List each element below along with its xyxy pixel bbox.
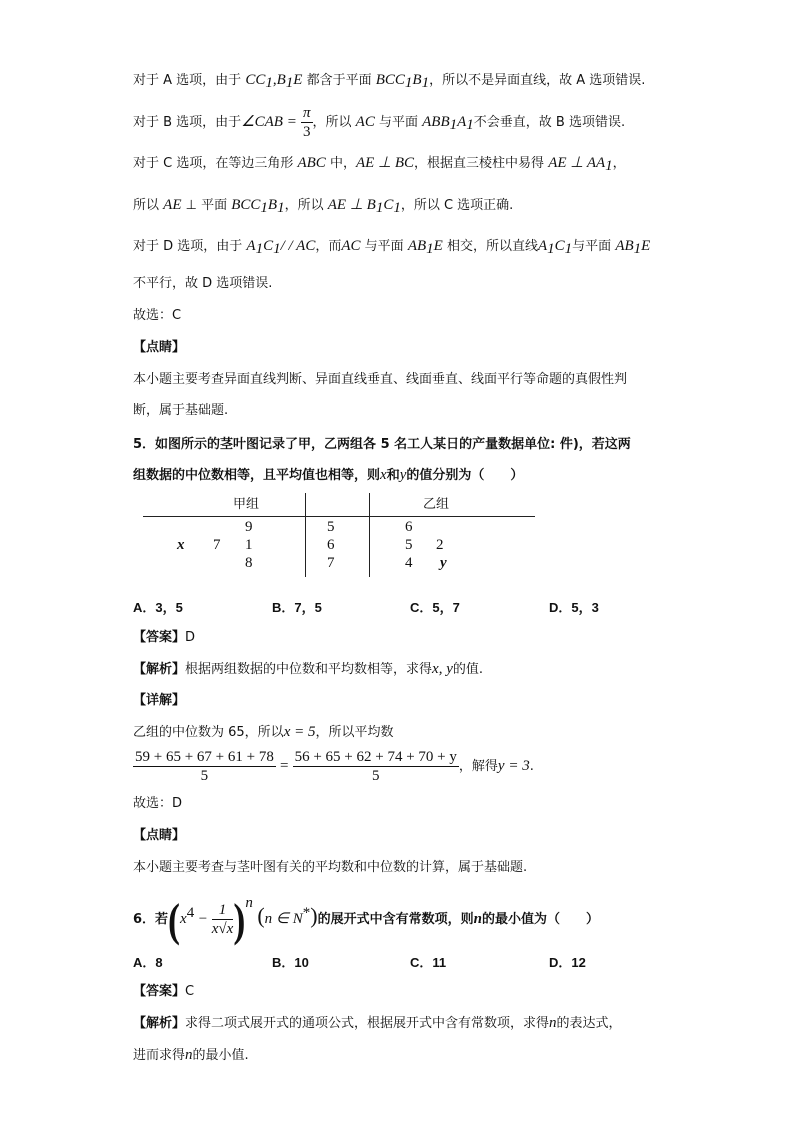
q5-option-b[interactable]: B．7，5 <box>272 600 322 615</box>
math: E <box>433 238 443 254</box>
right-leaf: 2 <box>436 537 444 553</box>
question-5-line2 <box>133 465 523 486</box>
math: AE ⊥ BC <box>355 155 415 171</box>
text: 与平面 <box>572 239 612 254</box>
math: x <box>180 911 187 927</box>
math: ∠CAB = <box>241 114 297 130</box>
numerator: π <box>302 105 311 121</box>
math: , <box>272 72 277 88</box>
math: B <box>412 72 422 88</box>
math: x = 5 <box>283 724 316 740</box>
q5-option-d[interactable]: D．5，3 <box>549 600 599 615</box>
q6-option-a[interactable]: A．8 <box>133 955 163 970</box>
math: B <box>267 197 278 213</box>
solution-line-a <box>133 70 645 91</box>
q6-option-c[interactable]: C．11 <box>410 955 447 970</box>
stem-divider-left <box>305 493 306 577</box>
text: 相交，所以直线 <box>446 239 538 254</box>
math: ABC <box>297 155 326 171</box>
math: A <box>246 238 256 254</box>
text: ， <box>612 156 626 171</box>
sup: * <box>302 905 311 921</box>
text: 乙组的中位数为 65，所以 <box>133 725 284 740</box>
numerator: 56 + 65 + 62 + 74 + 70 + y <box>294 749 457 765</box>
text: 6．若 <box>133 912 169 927</box>
text: 对于 A 选项，由于 <box>133 73 242 88</box>
math: E <box>293 72 303 88</box>
math: C <box>554 238 565 254</box>
math: x <box>380 467 387 483</box>
denominator: 5 <box>200 768 209 784</box>
sup: 4 <box>186 905 195 921</box>
right-leaf: 6 <box>405 519 413 535</box>
q6-jiexi-line2 <box>133 1045 249 1066</box>
solution-line-d1 <box>133 236 650 257</box>
sub: 1 <box>605 158 613 174</box>
answer-line-q4: 故选：C <box>133 308 182 323</box>
text: 所以 <box>133 198 160 213</box>
left-leaf: 1 <box>245 537 253 553</box>
math: n <box>549 1015 557 1031</box>
solution-line-d2: 不平行，故 D 选项错误. <box>133 276 273 291</box>
denominator: 3 <box>302 124 311 140</box>
math: AC <box>341 238 361 254</box>
text: 与平面 <box>364 239 404 254</box>
text: ，所以 C 选项正确. <box>400 198 514 213</box>
answer-value: D <box>185 630 196 645</box>
q6-option-d[interactable]: D．12 <box>549 955 586 970</box>
left-group-header: 甲组 <box>233 497 260 512</box>
stem-leaf-plot <box>143 493 538 579</box>
sub: 1 <box>449 117 458 133</box>
text: 中， <box>329 156 356 171</box>
stem-divider-right <box>369 493 370 577</box>
text: 进而求得 <box>133 1048 186 1063</box>
right-leaf-y: y <box>440 555 447 571</box>
cond-open-paren: ( <box>257 903 265 928</box>
denominator: 5 <box>372 768 380 784</box>
math: / / AC <box>280 238 316 254</box>
sup: n <box>245 895 253 911</box>
q5-option-c[interactable]: C．5，7 <box>410 600 460 615</box>
text: 的展开式中含有常数项，则 <box>317 912 474 927</box>
sub: 1 <box>277 200 285 216</box>
right-leaf: 4 <box>405 555 413 571</box>
jiexi-label: 【解析】 <box>133 1016 186 1031</box>
solution-line-b <box>133 104 625 141</box>
math: B <box>276 72 286 88</box>
right-leaf: 5 <box>405 537 413 553</box>
math: AB <box>615 238 634 254</box>
sub: 1 <box>273 241 281 257</box>
math: AB <box>407 238 427 254</box>
q6-option-b[interactable]: B．10 <box>272 955 309 970</box>
answer-label: 【答案】 <box>133 630 186 645</box>
text: ⊥ 平面 <box>185 198 228 213</box>
text: 的值. <box>452 662 483 677</box>
math: AE <box>163 197 182 213</box>
q5-detail-line2 <box>133 746 534 787</box>
sub: 1 <box>426 241 434 257</box>
fraction <box>212 901 234 938</box>
math: ABB <box>422 114 450 130</box>
text: ，所以不是异面直线，故 A 选项错误. <box>429 73 646 88</box>
q5-option-a[interactable]: A．3，5 <box>133 600 183 615</box>
text: ，所以 <box>284 198 324 213</box>
math: n <box>473 911 482 927</box>
math: A <box>537 238 548 254</box>
left-leaf: 9 <box>245 519 253 535</box>
stem: 7 <box>327 555 335 571</box>
stem: 6 <box>327 537 335 553</box>
math: y <box>399 467 407 483</box>
stem: 5 <box>327 519 335 535</box>
numerator: 59 + 65 + 67 + 61 + 78 <box>135 749 274 765</box>
solution-line-c2 <box>133 195 513 216</box>
dianjing-text-q4-line2: 断，属于基础题. <box>133 403 229 418</box>
left-leaf-x: x <box>177 537 185 553</box>
sub: 1 <box>564 241 573 257</box>
math: AC <box>355 114 375 130</box>
text: 对于 B 选项，由于 <box>133 115 242 130</box>
math: C <box>383 197 394 213</box>
text: 的值分别为（ ） <box>406 468 524 483</box>
text: ，所以 <box>312 115 352 130</box>
fraction-yi-mean <box>293 748 459 785</box>
math: n <box>185 1047 193 1063</box>
sub: 1 <box>393 200 401 216</box>
jiexi-label: 【解析】 <box>133 662 186 677</box>
math: C <box>263 238 274 254</box>
left-leaf: 8 <box>245 555 253 571</box>
text: 根据两组数据的中位数和平均数相等，求得 <box>185 662 433 677</box>
text: 的最小值为（ ） <box>481 912 599 927</box>
text: 和 <box>386 468 400 483</box>
q5-answer <box>133 628 195 648</box>
math: BCC <box>231 197 261 213</box>
sub: 1 <box>466 117 474 133</box>
dianjing-heading-q5: 【点睛】 <box>133 828 186 843</box>
fraction <box>301 104 313 141</box>
question-5-line1: 5．如图所示的茎叶图记录了甲，乙两组各 5 名工人某日的产量数据单位: 件)，若这两 <box>133 437 631 452</box>
dianjing-text-q4-line1: 本小题主要考查异面直线判断、异面直线垂直、线面垂直、线面平行等命题的真假性判 <box>133 372 628 387</box>
q5-jiexi <box>133 659 483 680</box>
sub: 1 <box>547 241 555 257</box>
math: − <box>198 911 208 927</box>
q6-answer <box>133 982 194 1002</box>
math: y = 3 <box>497 758 530 774</box>
q5-detail-line1 <box>133 722 393 743</box>
text: ，根据直三棱柱中易得 <box>414 156 545 171</box>
xiangjie-heading: 【详解】 <box>133 693 186 708</box>
text: ，而 <box>315 239 342 254</box>
text: 的表达式， <box>556 1016 622 1031</box>
numerator: 1 <box>212 901 234 920</box>
sub: 1 <box>260 200 268 216</box>
solution-line-c1 <box>133 153 626 174</box>
right-group-header: 乙组 <box>423 497 450 512</box>
sub: 1 <box>633 241 642 257</box>
text: 对于 C 选项，在等边三角形 <box>133 156 294 171</box>
text: ，解得 <box>458 759 498 774</box>
text: 对于 D 选项，由于 <box>133 239 243 254</box>
math: E <box>641 238 651 254</box>
dianjing-heading-q4: 【点睛】 <box>133 340 186 355</box>
header-divider <box>143 516 535 517</box>
math: AE ⊥ B <box>327 197 376 213</box>
cond-close-paren: ) <box>310 903 318 928</box>
fraction-jia-mean <box>133 748 276 785</box>
left-leaf: 7 <box>213 537 221 553</box>
close-paren: ) <box>233 893 246 946</box>
dianjing-text-q5: 本小题主要考查与茎叶图有关的平均数和中位数的计算，属于基础题. <box>133 860 528 875</box>
question-6 <box>133 893 599 946</box>
math: CC <box>245 72 266 88</box>
sub: 1 <box>404 75 413 91</box>
math: BCC <box>375 72 405 88</box>
text: 都含于平面 <box>306 73 372 88</box>
math: n ∈ N <box>264 911 303 927</box>
sub: 1 <box>255 241 264 257</box>
text: 与平面 <box>378 115 418 130</box>
sub: 1 <box>421 75 430 91</box>
text: . <box>529 759 534 774</box>
math: A <box>457 114 467 130</box>
answer-line-q5: 故选：D <box>133 796 183 811</box>
open-paren: ( <box>168 893 181 946</box>
math: x, y <box>432 661 453 677</box>
answer-label: 【答案】 <box>133 984 186 999</box>
sub: 1 <box>285 75 294 91</box>
answer-value: C <box>185 984 195 999</box>
sub: 1 <box>375 200 384 216</box>
text: 求得二项式展开式的通项公式，根据展开式中含有常数项，求得 <box>185 1016 550 1031</box>
q6-jiexi-line1 <box>133 1013 622 1034</box>
equals: = <box>279 758 289 774</box>
text: 不会垂直，故 B 选项错误. <box>473 115 626 130</box>
text: ，所以平均数 <box>315 725 394 740</box>
sub: 1 <box>265 75 273 91</box>
math: AE ⊥ AA <box>548 155 606 171</box>
text: 组数据的中位数相等，且平均值也相等，则 <box>133 468 381 483</box>
denominator: x√x <box>211 921 234 937</box>
text: 的最小值. <box>192 1048 249 1063</box>
